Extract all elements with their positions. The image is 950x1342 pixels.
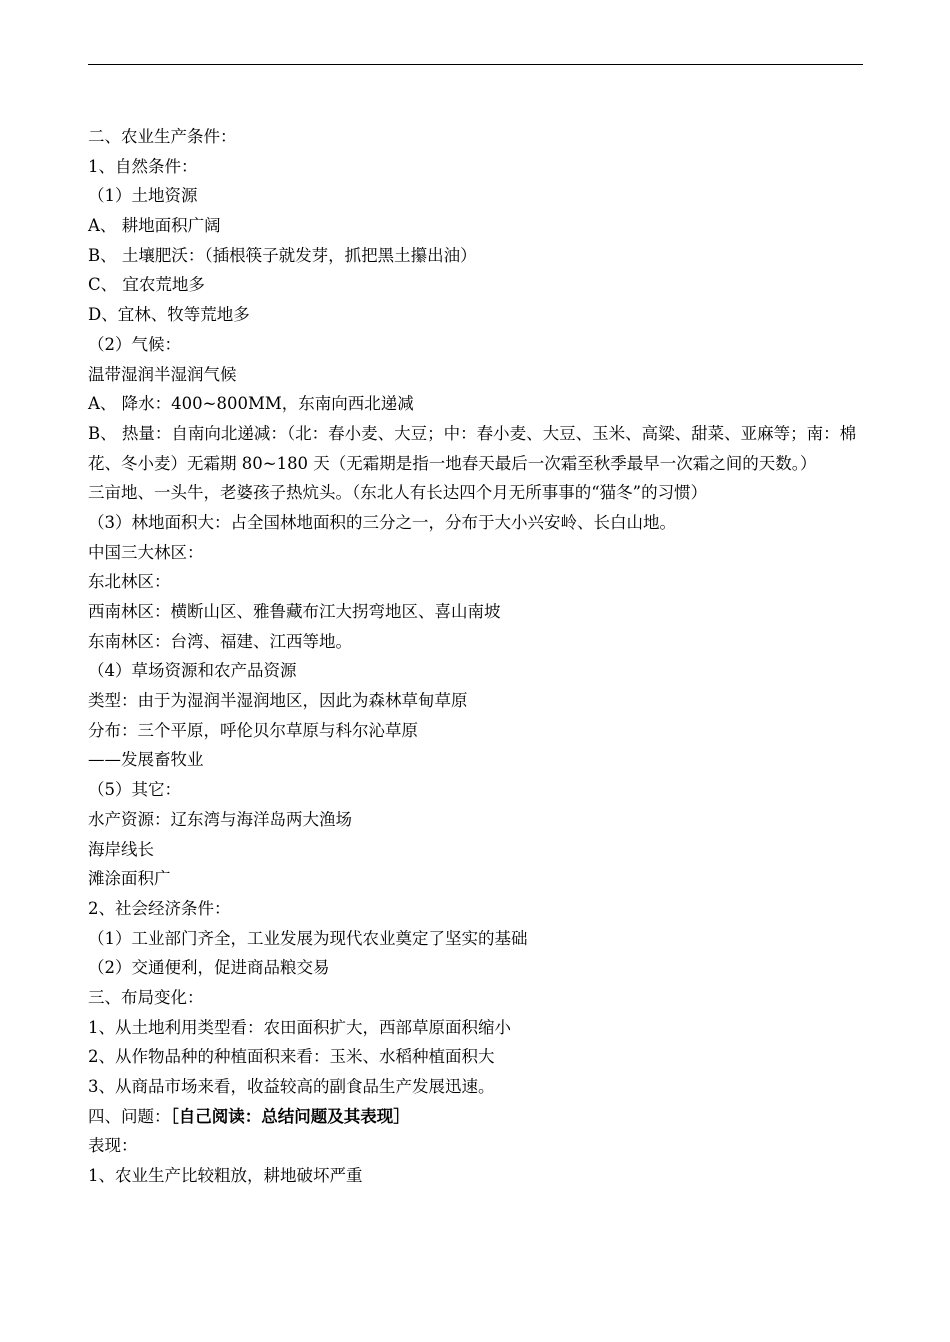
item-others: （5）其它：	[88, 780, 181, 800]
subheading-natural-conditions: 1、自然条件：	[88, 156, 198, 176]
grassland-distribution: 分布：三个平原，呼伦贝尔草原与科尔沁草原	[88, 720, 418, 740]
problems-label: 四、问题：	[88, 1106, 171, 1126]
document-body	[88, 122, 866, 1191]
layout-point-1: 1、从土地利用类型看：农田面积扩大，西部草原面积缩小	[88, 1017, 511, 1037]
item-forest-area: （3）林地面积大：占全国林地面积的三分之一，分布于大小兴安岭、长白山地。	[88, 512, 676, 532]
land-point-d: D、宜林、牧等荒地多	[88, 305, 250, 325]
section-heading-problems	[88, 1102, 866, 1132]
land-point-a: A、 耕地面积广阔	[88, 216, 221, 236]
section-heading-layout: 三、布局变化：	[88, 987, 204, 1007]
saying-line: 三亩地、一头牛，老婆孩子热炕头。（东北人有长达四个月无所事事的“猫冬”的习惯）	[88, 483, 708, 503]
socio-point-1: （1）工业部门齐全，工业发展为现代农业奠定了坚实的基础	[88, 928, 528, 948]
item-climate: （2）气候：	[88, 334, 181, 354]
item-grassland: （4）草场资源和农产品资源	[88, 661, 297, 681]
header-rule	[88, 64, 863, 65]
climate-point-b: B、 热量：自南向北递减：（北：春小麦、大豆；中：春小麦、大豆、玉米、高粱、甜菜、亚麻等；南：棉花、冬小麦）无霜期 80~180 天（无霜期是指一地春天最后一次霜至秋季最早一次霜之间的天数。）	[88, 423, 857, 473]
socio-point-2: （2）交通便利，促进商品粮交易	[88, 958, 330, 978]
aquatic-resources: 水产资源：辽东湾与海洋岛两大渔场	[88, 809, 352, 829]
grassland-development: ——发展畜牧业	[88, 750, 204, 770]
item-land-resources: （1）土地资源	[88, 186, 198, 206]
subheading-socioeconomic: 2、社会经济条件：	[88, 898, 231, 918]
layout-point-3: 3、从商品市场来看，收益较高的副食品生产发展迅速。	[88, 1077, 495, 1097]
climate-type: 温带湿润半湿润气候	[88, 364, 237, 384]
forest-southwest: 西南林区：横断山区、雅鲁藏布江大拐弯地区、喜山南坡	[88, 602, 501, 622]
coastline: 海岸线长	[88, 839, 154, 859]
grassland-type: 类型：由于为湿润半湿润地区，因此为森林草甸草原	[88, 691, 468, 711]
section-heading-conditions: 二、农业生产条件：	[88, 127, 237, 146]
forest-southeast: 东南林区：台湾、福建、江西等地。	[88, 631, 352, 651]
tidal-flats: 滩涂面积广	[88, 869, 171, 889]
layout-point-2: 2、从作物品种的种植面积来看：玉米、水稻种植面积大	[88, 1047, 495, 1067]
problem-point-1: 1、农业生产比较粗放，耕地破坏严重	[88, 1166, 363, 1186]
three-forest-regions: 中国三大林区：	[88, 542, 204, 562]
manifestation-label: 表现：	[88, 1136, 138, 1156]
land-point-c: C、 宜农荒地多	[88, 275, 205, 295]
climate-point-a: A、 降水：400~800MM，东南向西北递减	[88, 394, 414, 414]
forest-northeast: 东北林区：	[88, 572, 171, 592]
land-point-b: B、 土壤肥沃：（插根筷子就发芽，抓把黑土攥出油）	[88, 245, 477, 265]
problems-reading-note: ［自己阅读：总结问题及其表现］	[170, 1106, 410, 1126]
